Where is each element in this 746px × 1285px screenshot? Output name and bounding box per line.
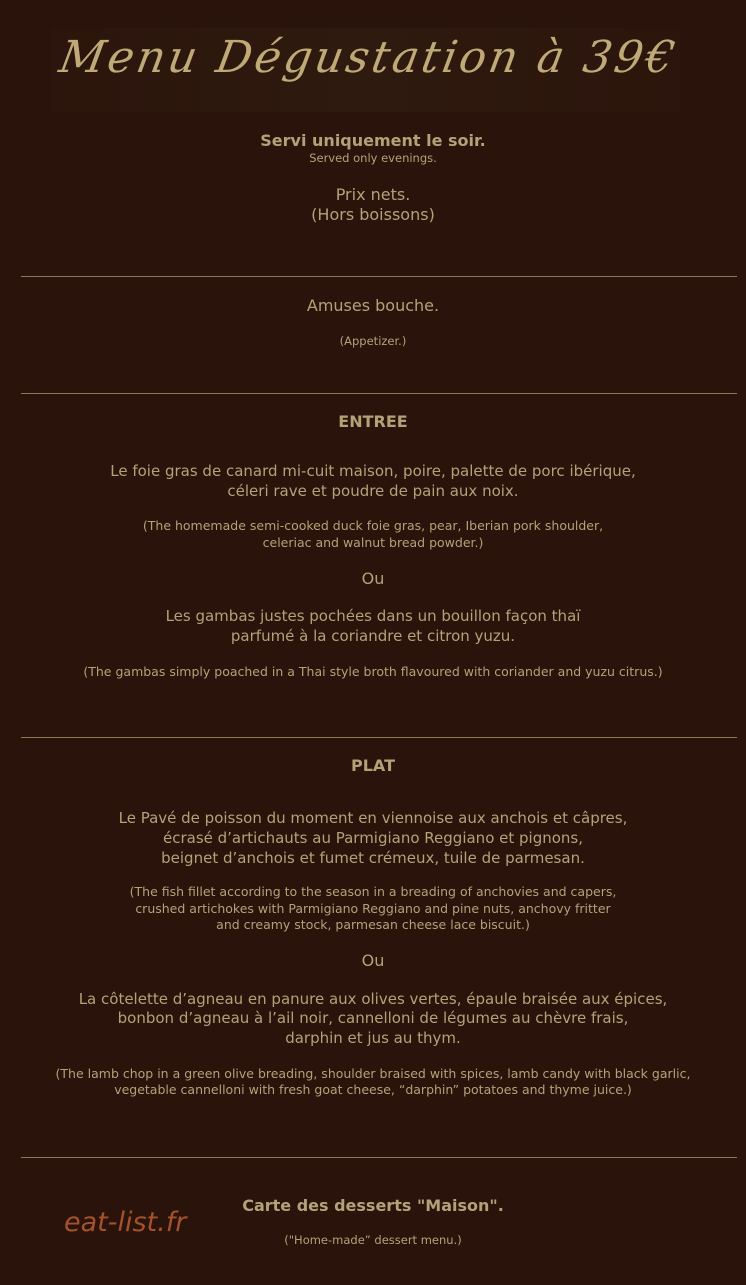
amuse-title: Amuses bouche.: [306, 296, 440, 315]
plat-dish2-en-line: vegetable cannelloni with fresh goat cheese, “darphin” potatoes and thyme juice.): [114, 1082, 632, 1097]
plat-dish1-en-line: (The fish fillet according to the season in a breading of anchovies and capers,: [129, 884, 617, 899]
entree-or: Ou: [361, 569, 385, 588]
entree-dish1-line: céleri rave et poudre de pain aux noix.: [227, 482, 519, 500]
entree-dish2-line: Les gambas justes pochées dans un bouillon façon thaï: [165, 607, 581, 625]
served-evening-en: Served only evenings.: [309, 151, 437, 165]
entree-dish1-en-line: celeriac and walnut bread powder.): [262, 535, 484, 550]
divider: [21, 276, 737, 277]
plat-dish1-line: beignet d’anchois et fumet crémeux, tuile de parmesan.: [161, 849, 585, 867]
divider: [21, 1157, 737, 1158]
amuse-en: (Appetizer.): [339, 334, 407, 348]
plat-dish1-en-line: and creamy stock, parmesan cheese lace biscuit.): [216, 917, 530, 932]
plat-dish2-en-line: (The lamb chop in a green olive breading, shoulder braised with spices, lamb candy with black garlic,: [55, 1066, 691, 1081]
divider: [21, 737, 737, 738]
plat-heading: PLAT: [351, 756, 395, 775]
dessert-title: Carte des desserts "Maison".: [242, 1196, 504, 1215]
entree-heading: ENTREE: [338, 412, 408, 431]
drinks-note: (Hors boissons): [311, 205, 435, 224]
divider: [21, 393, 737, 394]
entree-dish2-en-line: (The gambas simply poached in a Thai style broth flavoured with coriander and yuzu citrus.): [83, 664, 663, 679]
plat-dish1-en-line: crushed artichokes with Parmigiano Reggiano and pine nuts, anchovy fritter: [135, 901, 611, 916]
menu-title: Menu Dégustation à 39€: [55, 32, 682, 83]
plat-dish2-line: darphin et jus au thym.: [285, 1029, 461, 1047]
served-evening-fr: Servi uniquement le soir.: [260, 131, 486, 150]
plat-dish2-line: bonbon d’agneau à l’ail noir, cannelloni de légumes au chèvre frais,: [117, 1009, 629, 1027]
plat-or: Ou: [361, 951, 385, 970]
plat-dish2-line: La côtelette d’agneau en panure aux olives vertes, épaule braisée aux épices,: [78, 990, 668, 1008]
watermark-logo: eat-list.fr: [64, 1207, 187, 1238]
header-banner: [50, 28, 680, 112]
prices-note: Prix nets.: [335, 185, 411, 204]
entree-dish1-line: Le foie gras de canard mi-cuit maison, poire, palette de porc ibérique,: [110, 462, 636, 480]
plat-dish1-line: écrasé d’artichauts au Parmigiano Reggiano et pignons,: [163, 829, 583, 847]
entree-dish2-line: parfumé à la coriandre et citron yuzu.: [230, 627, 516, 645]
entree-dish1-en-line: (The homemade semi-cooked duck foie gras, pear, Iberian pork shoulder,: [142, 518, 604, 533]
dessert-en: ("Home-made” dessert menu.): [284, 1233, 462, 1247]
plat-dish1-line: Le Pavé de poisson du moment en viennoise aux anchois et câpres,: [118, 809, 628, 827]
